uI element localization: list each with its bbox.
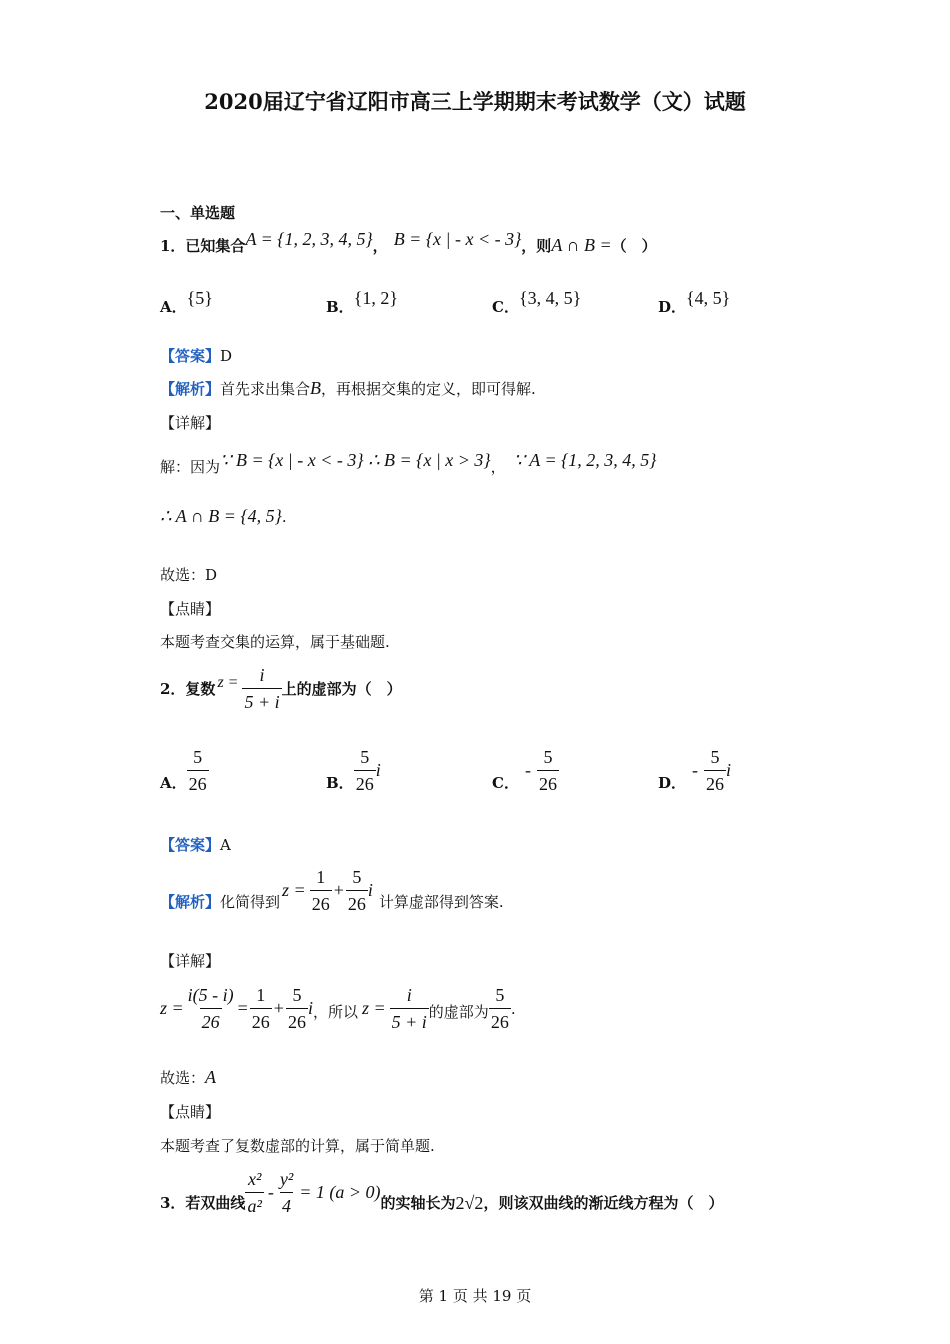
q2-answer xyxy=(160,834,231,855)
q1-option-d-value: {4, 5} xyxy=(686,288,731,308)
q2-z-eq: z = xyxy=(217,674,239,691)
q2-detail-z2: z = xyxy=(361,998,386,1018)
q2-detail-frac2 xyxy=(250,984,272,1033)
q2-detail-so: ，所以 xyxy=(312,1003,358,1021)
q2-option-c-fraction xyxy=(537,746,559,795)
q2-option-b-fraction xyxy=(354,746,376,795)
q1-option-b-value: {1, 2} xyxy=(353,288,398,308)
q3-frac2-den: 4 xyxy=(280,1192,293,1217)
q1-detail-line2-end: . xyxy=(281,508,287,526)
q2-option-b xyxy=(326,746,381,795)
q1-detail-expr1: ∵ B = {x | - x < - 3} ∴ B = {x | x > 3} xyxy=(220,450,491,470)
q2-prefix: 2．复数 xyxy=(160,680,216,698)
q3-frac1-den: a² xyxy=(245,1192,263,1217)
page-footer: 第 1 页 共 19 页 xyxy=(418,1287,532,1305)
q2-option-a-num: 5 xyxy=(193,747,203,767)
q1-analysis xyxy=(160,378,536,399)
q2-detail-imag: 的虚部为 xyxy=(428,1003,489,1021)
q2-option-d-sign: - xyxy=(692,760,699,780)
q2-detail-frac2-den: 26 xyxy=(250,1008,272,1033)
q3-eq: = 1 (a > 0) xyxy=(299,1182,381,1202)
q2-option-d-label: D． xyxy=(658,774,687,792)
q2-suffix: 上的虚部为（ ） xyxy=(281,680,402,698)
q2-stem-frac-den: 5 + i xyxy=(242,688,281,713)
question-2-stem xyxy=(160,664,402,713)
q3-suffix: ，则该双曲线的渐近线方程为（ ） xyxy=(483,1194,724,1212)
question-1-stem xyxy=(160,229,657,256)
q1-detail-line2 xyxy=(160,506,287,527)
q2-conclusion-prefix: 故选： xyxy=(160,1069,206,1087)
q1-option-c xyxy=(492,288,581,317)
q2-analysis-text-b: 计算虚部得到答案. xyxy=(378,893,504,911)
q2-detail-z: z = xyxy=(160,998,184,1018)
q2-detail-frac1 xyxy=(186,984,236,1033)
q2-detail-frac2-num: 1 xyxy=(256,985,266,1005)
q3-frac2 xyxy=(278,1168,295,1217)
question-3-stem xyxy=(160,1168,723,1217)
q1-detail-expr2: ∵ A = {1, 2, 3, 4, 5} xyxy=(513,450,657,470)
q2-option-a xyxy=(160,746,209,795)
q2-comment: 本题考查了复数虚部的计算，属于简单题. xyxy=(160,1137,435,1155)
q1-detail-sep: ， xyxy=(490,458,506,476)
q2-analysis-frac2-den: 26 xyxy=(346,890,368,915)
q2-detail-frac4-num: i xyxy=(406,985,412,1005)
q2-analysis-frac1-den: 26 xyxy=(310,890,332,915)
q1-option-a-value: {5} xyxy=(186,288,213,308)
q1-analysis-text-b: ，再根据交集的定义，即可得解. xyxy=(321,380,536,398)
q1-analysis-tag: 【解析】 xyxy=(160,380,221,398)
q2-conclusion xyxy=(160,1067,216,1088)
q2-detail-frac4 xyxy=(390,984,429,1033)
q2-detail-eq: = xyxy=(237,998,248,1018)
q2-detail-line xyxy=(160,984,516,1033)
q1-option-a-label: A． xyxy=(160,298,187,316)
q2-detail-frac1-num: i(5 - i) xyxy=(187,985,234,1005)
q1-answer-value: D xyxy=(220,347,233,365)
q1-detail-intersection: ∴ A ∩ B = {4, 5} xyxy=(160,506,282,526)
q2-option-b-num: 5 xyxy=(360,747,370,767)
q2-option-a-den: 26 xyxy=(187,770,209,795)
q2-analysis-frac1-num: 1 xyxy=(316,867,326,887)
q2-detail-frac3-den: 26 xyxy=(286,1008,308,1033)
q2-option-c-num: 5 xyxy=(543,747,553,767)
q1-option-c-value: {3, 4, 5} xyxy=(518,288,582,308)
q1-question: A ∩ B = xyxy=(551,235,612,255)
q2-detail-frac5 xyxy=(489,984,511,1033)
q2-analysis-text-a: 化简得到 xyxy=(220,893,281,911)
q1-option-d-label: D． xyxy=(658,298,687,316)
q1-option-b xyxy=(326,288,398,317)
q2-stem-fraction xyxy=(242,664,281,713)
q2-option-a-fraction xyxy=(187,746,209,795)
q2-detail-tag: 【详解】 xyxy=(160,952,221,970)
q2-analysis-i: i xyxy=(367,880,373,900)
q1-paren: （ ） xyxy=(611,237,657,255)
q1-comment: 本题考查交集的运算，属于基础题. xyxy=(160,633,390,651)
q1-detail-line1 xyxy=(160,450,657,477)
q2-option-b-den: 26 xyxy=(354,770,376,795)
q2-option-c-label: C． xyxy=(492,774,519,792)
q2-analysis-plus: + xyxy=(333,880,344,900)
q2-option-d-fraction xyxy=(704,746,726,795)
q2-analysis-tag: 【解析】 xyxy=(160,893,221,911)
q1-analysis-text-a: 首先求出集合 xyxy=(220,380,311,398)
q2-option-c xyxy=(492,746,559,795)
q2-option-b-tail: i xyxy=(375,760,381,780)
q1-detail-tag: 【详解】 xyxy=(160,414,221,432)
q1-analysis-var: B xyxy=(310,378,322,398)
q2-analysis-frac2 xyxy=(346,866,368,915)
q2-comment-tag: 【点睛】 xyxy=(160,1103,221,1121)
q3-frac1 xyxy=(245,1168,263,1217)
q2-analysis xyxy=(160,866,504,915)
q1-set-a: A = {1, 2, 3, 4, 5} xyxy=(245,229,373,249)
q2-answer-tag: 【答案】 xyxy=(160,836,221,854)
q1-answer-tag: 【答案】 xyxy=(160,347,221,365)
q2-detail-frac1-den: 26 xyxy=(200,1008,222,1033)
q3-minus: - xyxy=(267,1182,274,1202)
q3-axis-length: 2√2 xyxy=(455,1193,484,1213)
q2-detail-end: . xyxy=(510,999,516,1018)
section-heading: 一、单选题 xyxy=(160,204,236,222)
q3-prefix: 3．若双曲线 xyxy=(160,1194,246,1212)
q2-stem-frac-num: i xyxy=(259,665,265,685)
q2-option-a-label: A． xyxy=(160,774,187,792)
q3-frac1-num: x² xyxy=(247,1169,262,1189)
q2-detail-frac3 xyxy=(286,984,308,1033)
q1-then: ，则 xyxy=(521,237,552,255)
q1-comma: ， xyxy=(372,237,388,255)
q1-option-c-label: C． xyxy=(492,298,519,316)
page-title: 2020届辽宁省辽阳市高三上学期期末考试数学（文）试题 xyxy=(204,89,746,114)
q2-option-d-tail: i xyxy=(726,760,732,780)
q2-option-c-sign: - xyxy=(524,760,531,780)
q1-option-b-label: B． xyxy=(326,298,354,316)
q2-detail-i: i xyxy=(307,998,313,1018)
q3-frac2-num: y² xyxy=(279,1169,294,1189)
q2-detail-frac5-den: 26 xyxy=(489,1008,511,1033)
q2-detail-plus: + xyxy=(273,998,284,1018)
q1-option-a xyxy=(160,288,213,317)
q2-option-c-den: 26 xyxy=(537,770,559,795)
q2-detail-frac4-den: 5 + i xyxy=(390,1008,429,1033)
q2-option-d xyxy=(658,746,731,795)
q1-comment-tag: 【点睛】 xyxy=(160,600,221,618)
q1-answer xyxy=(160,345,232,366)
q2-conclusion-value: A xyxy=(205,1067,217,1087)
q2-answer-value: A xyxy=(220,836,231,854)
q2-option-b-label: B． xyxy=(326,774,354,792)
q1-set-b: B = {x | - x < - 3} xyxy=(393,229,522,249)
q1-prefix: 1．已知集合 xyxy=(160,237,246,255)
q2-analysis-frac2-num: 5 xyxy=(352,867,362,887)
q2-detail-frac5-num: 5 xyxy=(495,985,505,1005)
q2-option-d-num: 5 xyxy=(710,747,720,767)
q2-analysis-z: z = xyxy=(282,880,306,900)
q2-analysis-frac1 xyxy=(310,866,332,915)
q1-detail-prefix: 解：因为 xyxy=(160,458,221,476)
q1-conclusion: 故选：D xyxy=(160,566,218,584)
q2-option-d-den: 26 xyxy=(704,770,726,795)
q3-mid: 的实轴长为 xyxy=(380,1194,456,1212)
q2-detail-frac3-num: 5 xyxy=(292,985,302,1005)
q1-option-d xyxy=(658,288,730,317)
